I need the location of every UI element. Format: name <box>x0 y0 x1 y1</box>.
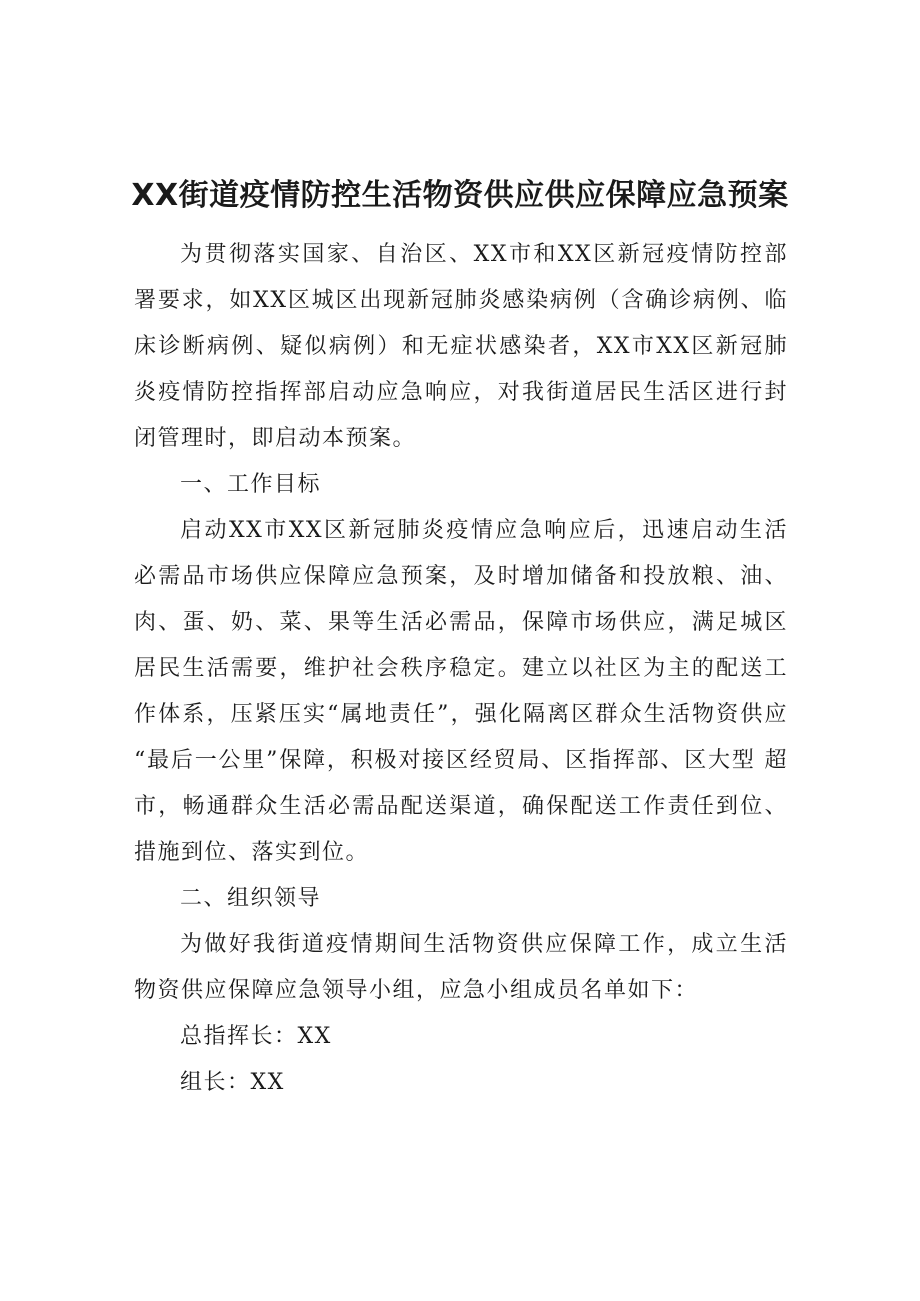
section-heading-leadership: 二、组织领导 <box>180 886 322 911</box>
commander-line: 总指挥长：XX <box>180 1024 332 1049</box>
goals-paragraph: 启动XX市XX区新冠肺炎疫情应急响应后，迅速启动生活 必需品市场供应保障应急预案，及时增加储备和投放粮、油、 肉、蛋、奶、菜、果等生活必需品，保障市场供应，满足城区 居民生活需要，维护社会秩序稳定。建立以社区为主的配送工 作体系，压紧压实“属地责任”，强化隔离区群众生活物资供应 “最后一公里”保障，积极对接区经贸局、区指挥部、区大型 超市，畅通群众生活必需品配送渠道，确保配送工作责任到位、 措施到位、落实到位。 <box>134 518 788 865</box>
section-heading-goals: 一、工作目标 <box>180 472 322 497</box>
document-body <box>134 232 788 1106</box>
intro-paragraph: 为贯彻落实国家、自治区、XX市和XX区新冠疫情防控部 署要求，如XX区城区出现新冠肺炎感染病例（含确诊病例、临 床诊断病例、疑似病例）和无症状感染者，XX市XX区新冠肺 炎疫情防控指挥部启动应急响应，对我街道居民生活区进行封 闭管理时，即启动本预案。 <box>134 242 788 451</box>
document-title: XX街道疫情防控生活物资供应供应保障应急预案 <box>131 178 789 213</box>
leadership-paragraph: 为做好我街道疫情期间生活物资供应保障工作，成立生活 物资供应保障应急领导小组，应急小组成员名单如下： <box>134 932 788 1003</box>
group-leader-line: 组长：XX <box>180 1070 285 1095</box>
